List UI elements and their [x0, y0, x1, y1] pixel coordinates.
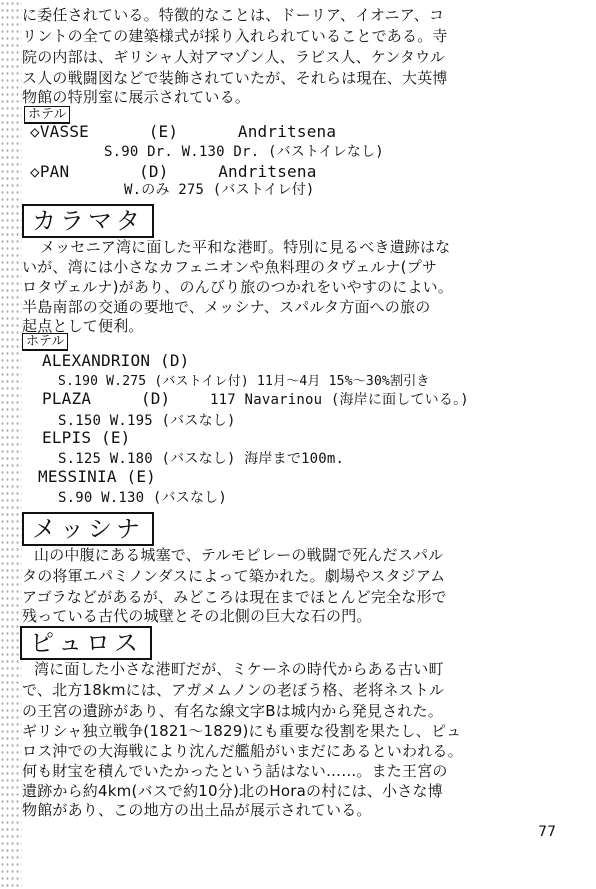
kalamata-line: メッセニア湾に面した平和な港町。特別に見るべき遺跡はな — [40, 238, 451, 256]
scan-noise — [0, 0, 22, 889]
hotel-name: ◇PAN (D) Andritsena — [30, 162, 317, 181]
messina-line: アゴラなどがあるが、みどころは現在までほとんど完全な形で — [22, 588, 447, 606]
pylos-line: ギリシャ独立戦争(1821〜1829)にも重要な役割を果たし、ピュ — [22, 722, 462, 740]
messina-line: 山の中腹にある城塞で、テルモピレーの戦闘で死んだスパル — [34, 546, 444, 564]
hotel-rates: S.150 W.195 (バスなし) — [58, 413, 236, 429]
intro-line: ス人の戦闘図などで装飾されていたが、それらは現在、大英博 — [22, 69, 448, 87]
hotel-rates: W.のみ 275 (バストイレ付) — [124, 182, 315, 198]
kalamata-line: 半島南部の交通の要地で、メッシナ、スパルタ方面への旅の — [22, 298, 431, 316]
messina-line: タの将軍エパミノンダスによって築かれた。劇場やスタジアム — [22, 567, 446, 585]
messina-line: 残っている古代の城壁とその北側の巨大な石の門。 — [22, 607, 372, 625]
pylos-line: ロス沖での大海戦により沈んだ艦船がいまだにあるといわれる。 — [22, 742, 463, 760]
pylos-line: 遺跡から約4km(バスで約10分)北のHoraの村には、小さな博 — [22, 782, 443, 800]
kalamata-line: 起点として便利。 — [22, 317, 144, 335]
hotel-name: ELPIS (E) — [42, 428, 131, 447]
hotel-name: MESSINIA (E) — [38, 467, 157, 486]
page-number: 77 — [538, 824, 556, 840]
kalamata-line: いが、湾には小さなカフェニオンや魚料理のタヴェルナ(プサ — [22, 258, 438, 276]
hotel-rates: S.125 W.180 (バスなし) 海岸まで100m. — [58, 451, 345, 467]
section-title-pylos: ピュロス — [20, 626, 152, 660]
pylos-line: 物館があり、この地方の出土品が展示されている。 — [22, 801, 372, 819]
section-title-messina: メッシナ — [22, 512, 154, 546]
pylos-line: で、北方18kmには、アガメムノンの老ぼう格、老将ネストル — [22, 681, 445, 699]
intro-line: 物館の特別室に展示されている。 — [22, 88, 251, 106]
hotel-label: ホテル — [22, 333, 68, 351]
pylos-line: 湾に面した小さな港町だが、ミケーネの時代からある古い町 — [34, 660, 444, 678]
intro-line: に委任されている。特徴的なことは、ドーリア、イオニア、コ — [22, 6, 445, 24]
kalamata-line: ロタヴェルナ)があり、のんびり旅のつかれをいやすのによい。 — [22, 278, 454, 296]
pylos-line: の王宮の遺跡があり、有名な線文字Bは城内から発見された。 — [22, 702, 443, 720]
hotel-rates: S.90 Dr. W.130 Dr. (バストイレなし) — [104, 144, 384, 160]
hotel-name: ◇VASSE (E) Andritsena — [30, 122, 337, 141]
hotel-rates: S.90 W.130 (バスなし) — [58, 490, 227, 506]
pylos-line: 何も財宝を積んでいたかったという話はない……。また王宮の — [22, 762, 448, 780]
section-title-kalamata: カラマタ — [22, 204, 154, 238]
hotel-name: PLAZA (D) 117 Navarinou (海岸に面している。) — [42, 389, 469, 408]
intro-line: リントの全ての建築様式が採り入れられていることである。寺 — [22, 27, 448, 45]
intro-line: 院の内部は、ギリシャ人対アマゾン人、ラピス人、ケンタウル — [22, 48, 446, 66]
hotel-rates: S.190 W.275 (バストイレ付) 11月〜4月 15%〜30%割引き — [58, 374, 430, 389]
hotel-name: ALEXANDRION (D) — [42, 351, 190, 370]
hotel-label: ホテル — [24, 106, 70, 124]
